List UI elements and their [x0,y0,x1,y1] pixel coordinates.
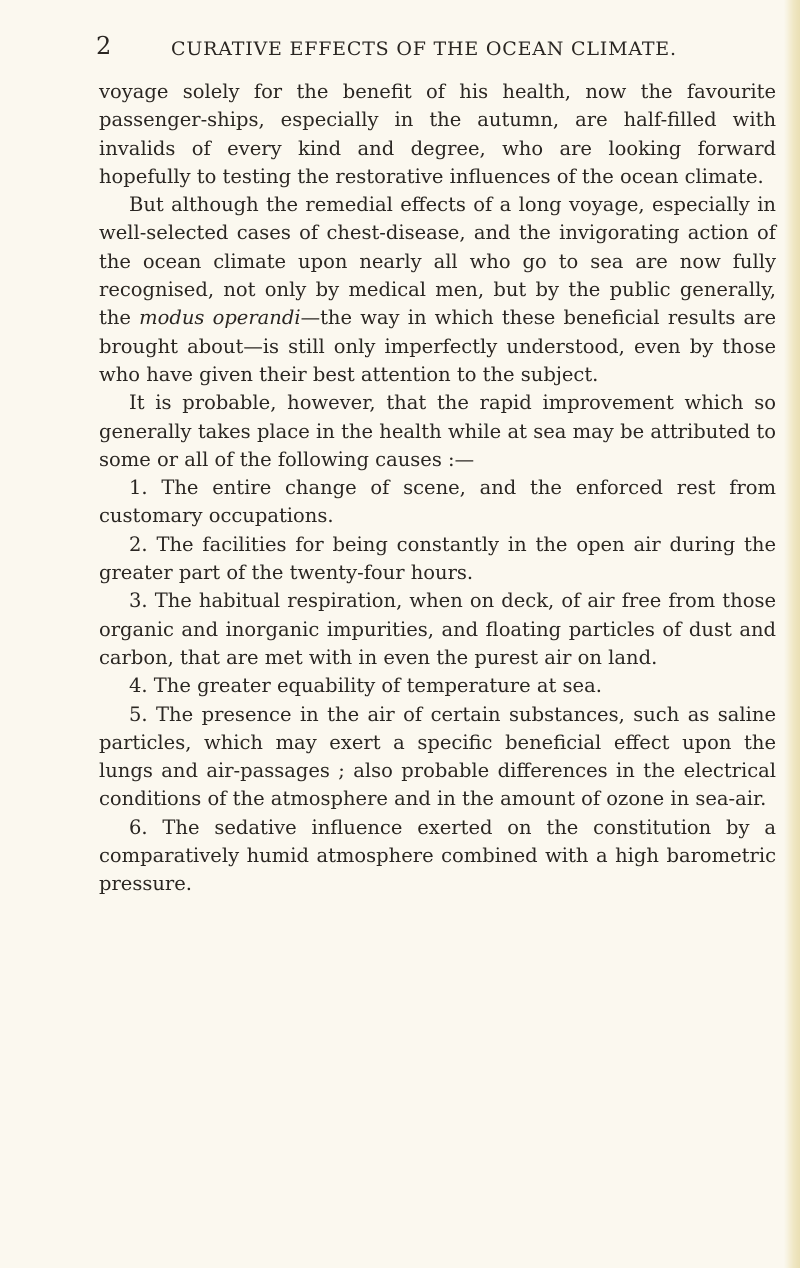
running-title: CURATIVE EFFECTS OF THE OCEAN CLIMATE. [171,38,677,60]
page-number: 2 [96,32,112,60]
body-text [99,78,776,899]
running-head [96,28,776,62]
cause-item-3: 3. The habitual respiration, when on deck, of air free from those organic and inorganic impurities, and floating particles of dust and carbon, that are met with in even the purest air on land. [99,589,776,669]
cause-item-5: 5. The presence in the air of certain substances, such as saline particles, which may exert a specific beneficial effect upon the lungs and air-passages ; also probable differences in the electrical conditions of the atmosphere and in the amount of ozone in sea-air. [99,702,776,811]
paragraph-2 [99,191,776,389]
paragraph-1: voyage solely for the benefit of his health, now the favourite passenger-ships, especially in the autumn, are half-filled with invalids of every kind and degree, who are looking forward hopefully to testing the restorative influences of the ocean climate. [99,80,776,188]
cause-item-4: 4. The greater equability of temperature at sea. [129,674,602,698]
cause-item-2: 2. The facilities for being constantly in the open air during the greater part of the twenty-four hours. [99,532,776,585]
paragraph-2-start: But although the remedial effects of a long voyage, especially in well-selected cases of chest-disease, and the invigorating action of the ocean climate upon nearly all who go to sea are now fully recognised, not only by medical men, but by the public generally, the [99,193,776,330]
modus-operandi-italic: modus operandi [139,306,301,330]
page-edge-shading [784,0,800,1268]
cause-item-6: 6. The sedative influence exerted on the constitution by a comparatively humid atmosphere combined with a high barometric pressure. [99,815,776,896]
paragraph-2-end: —the way in which these beneficial results are brought about—is still only imperfectly understood, even by those who have given their best attention to the subject. [99,306,777,386]
paragraph-3: It is probable, however, that the rapid improvement which so generally takes place in the health while at sea may be attributed to some or all of the following causes :— [99,391,776,471]
cause-item-1: 1. The entire change of scene, and the enforced rest from customary occupations. [99,476,776,528]
